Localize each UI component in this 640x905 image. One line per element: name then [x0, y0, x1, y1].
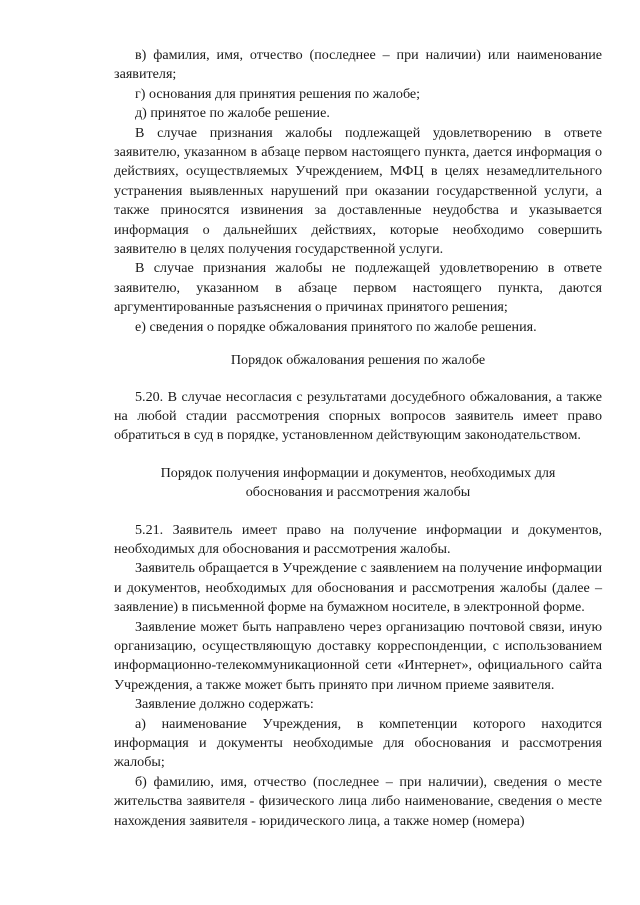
section-heading-information-line2: обоснования и рассмотрения жалобы: [245, 484, 471, 501]
paragraph-satisfied-complaint: В случае признания жалобы подлежащей удовлетворению в ответе заявителю, указанном в абзаце первом настоящего пункта, дается информация о действиях, осуществляемых Учреждением, МФЦ в целях незамедлительного устранения выявленных нарушений при оказании государственной услуги, а также приносятся извинения за доставленные неудобства и указывается информация о дальнейших действиях, которые необходимо совершить заявителю в целях получения государственной услуги.: [114, 124, 602, 258]
paragraph-application-contents: Заявление должно содержать:: [135, 696, 314, 713]
section-heading-appeal: Порядок обжалования решения по жалобе: [230, 352, 486, 369]
paragraph-item-e: е) сведения о порядке обжалования принятого по жалобе решения.: [135, 318, 537, 335]
paragraph-5-21: 5.21. Заявитель имеет право на получение информации и документов, необходимых для обоснования и рассмотрения жалобы.: [114, 521, 602, 557]
paragraph-5-20: 5.20. В случае несогласия с результатами досудебного обжалования, а также на любой стадии рассмотрения спорных вопросов заявитель имеет право обратиться в суд в порядке, установленном действующим законодательством.: [114, 388, 602, 444]
document-page: [114, 46, 602, 831]
paragraph-item-d: д) принятое по жалобе решение.: [135, 105, 330, 122]
paragraph-item-v: в) фамилия, имя, отчество (последнее – при наличии) или наименование заявителя;: [114, 47, 602, 83]
paragraph-application: Заявитель обращается в Учреждение с заявлением на получение информации и документов, необходимых для обоснования и рассмотрения жалобы (далее – заявление) в письменной форме на бумажном носителе, в электронной форме.: [114, 560, 602, 616]
section-heading-information: [114, 464, 602, 503]
section-heading-information-line1: Порядок получения информации и документов, необходимых для: [160, 464, 556, 481]
paragraph-item-b: б) фамилию, имя, отчество (последнее – при наличии), сведения о месте жительства заявителя - физического лица либо наименование, сведения о месте нахождения заявителя - юридического лица, а также номер (номера): [114, 773, 602, 829]
paragraph-item-g: г) основания для принятия решения по жалобе;: [135, 85, 421, 102]
paragraph-application-delivery: Заявление может быть направлено через организацию почтовой связи, иную организацию, осуществляющую доставку корреспонденции, с использованием информационно-телекоммуникационной сети «Интернет», официального сайта Учреждения, а также может быть принято при личном приеме заявителя.: [114, 618, 602, 693]
paragraph-item-a: а) наименование Учреждения, в компетенции которого находится информация и документы необходимые для обоснования и рассмотрения жалобы;: [114, 715, 602, 771]
paragraph-unsatisfied-complaint: В случае признания жалобы не подлежащей удовлетворению в ответе заявителю, указанном в абзаце первом настоящего пункта, даются аргументированные разъяснения о причинах принятого решения;: [114, 260, 602, 316]
